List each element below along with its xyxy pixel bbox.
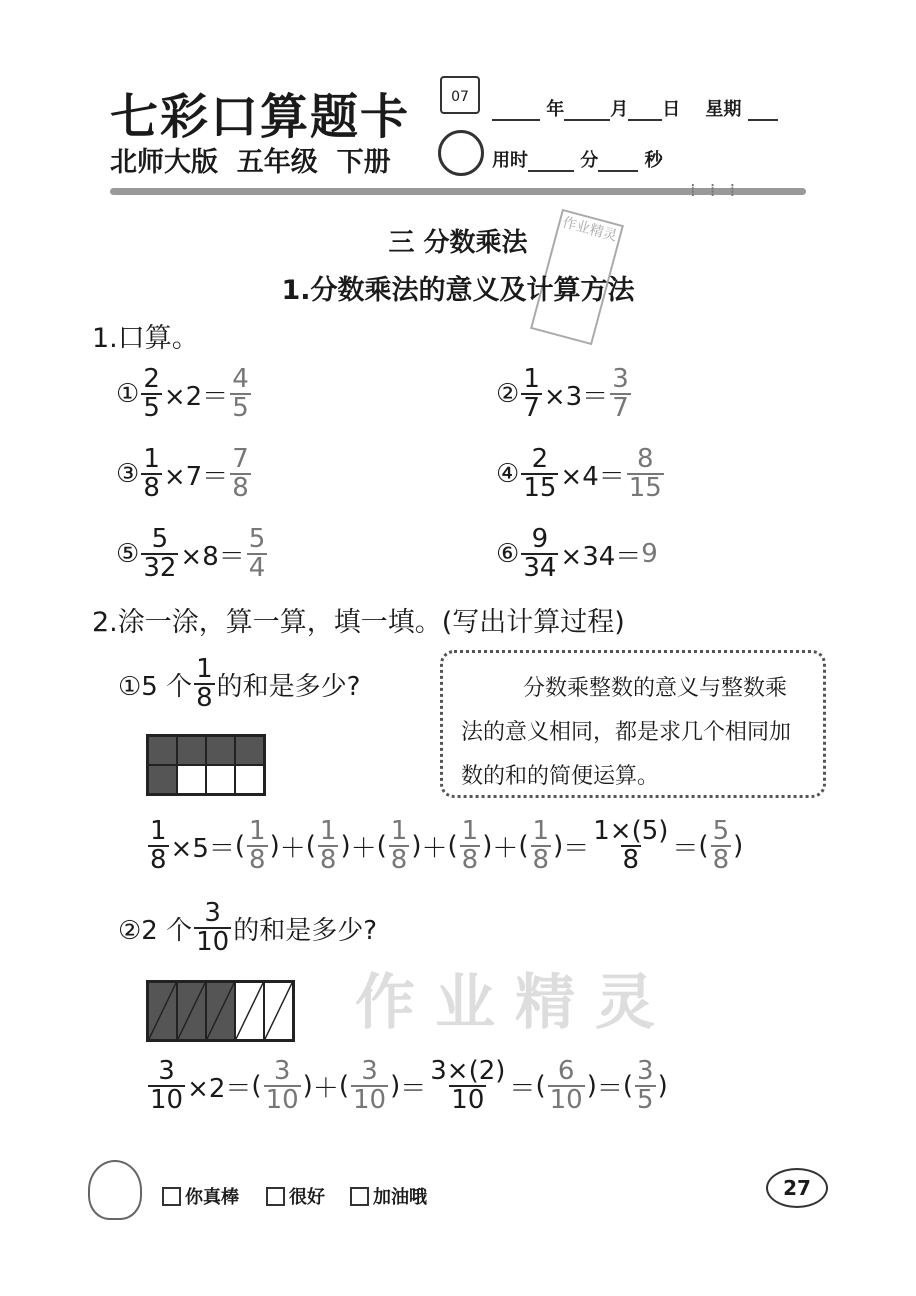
oral-calc-item — [496, 526, 658, 583]
grid-cell[interactable] — [206, 982, 235, 1040]
time-line — [492, 146, 663, 172]
paren-close: ) — [733, 831, 744, 862]
grid-cell[interactable] — [177, 982, 206, 1040]
item-answer[interactable]: 9 — [641, 539, 658, 570]
checkbox-icon[interactable] — [266, 1187, 285, 1206]
plus-sign: ＋ — [421, 833, 448, 864]
part2-fraction: 3 10 — [196, 898, 230, 958]
q2-part1-prompt — [118, 656, 360, 713]
q2-title: 2.涂一涂，算一算，填一填。(写出计算过程) — [92, 607, 625, 638]
day-blank[interactable] — [628, 99, 662, 121]
grid-cell[interactable] — [264, 982, 293, 1040]
fraction-grid-eighths[interactable] — [146, 734, 266, 796]
mascot-icon — [88, 1160, 142, 1220]
watermark-stamp: 作业精灵 — [530, 209, 624, 345]
item-answer[interactable]: 3 7 — [612, 364, 629, 424]
item-answer[interactable]: 8 15 — [628, 444, 662, 504]
item-answer[interactable]: 7 8 — [232, 444, 249, 504]
eq2-result-1[interactable]: 6 10 — [549, 1056, 583, 1116]
grid-cell[interactable] — [177, 765, 206, 794]
date-line — [492, 95, 778, 121]
item-fraction: $\frac{2}{5}$ — [143, 364, 160, 424]
item-fraction: $\frac{1}{7}$ — [523, 364, 540, 424]
eq1-times: ×5＝ — [170, 833, 235, 864]
item-answer[interactable]: 4 5 — [232, 364, 249, 424]
paren-close: ) — [482, 831, 493, 862]
q2-part2-prompt — [118, 900, 377, 957]
eq2-head-fraction: $\frac{3}{10}$ — [150, 1056, 184, 1116]
item-operator: ×7＝ — [163, 461, 229, 492]
paren-open: ( — [447, 831, 458, 862]
item-operator: ×4＝ — [560, 461, 625, 492]
day-label: 日 — [662, 99, 681, 120]
eq2-addend-1[interactable]: 3 10 — [265, 1056, 299, 1116]
item-operator: ×2＝ — [163, 381, 229, 412]
part2-suffix: 的和是多少? — [233, 915, 378, 946]
item-operator: ×34＝ — [560, 541, 642, 572]
oral-calc-item — [496, 366, 633, 423]
item-fraction: $\frac{2}{15}$ — [523, 444, 557, 504]
eq1-equals-2: ＝ — [672, 833, 699, 864]
month-label: 月 — [610, 99, 629, 120]
eq1-addend-answer[interactable]: 1 8 — [390, 816, 408, 876]
eq1-head-fraction: $\frac{1}{8}$ — [150, 816, 167, 876]
grid-cell[interactable] — [148, 982, 177, 1040]
rating-good[interactable]: 很好 — [266, 1183, 325, 1209]
eq2-addend-2[interactable]: 3 10 — [353, 1056, 387, 1116]
item-answer[interactable]: 5 4 — [248, 524, 266, 584]
rule-decoration: ⁞⁞⁞ — [690, 180, 750, 201]
minutes-label: 分 — [580, 150, 599, 171]
item-number: ⑥ — [496, 539, 520, 570]
eq1-addend-answer[interactable]: 1 8 — [461, 816, 479, 876]
eq1-product-fraction: 1×(5) 8 — [593, 816, 669, 876]
calendar-icon — [440, 76, 480, 114]
q2-part1-equation — [146, 818, 743, 875]
plus-sign: ＋ — [350, 833, 377, 864]
rating-keep-going[interactable]: 加油哦 — [350, 1183, 427, 1209]
item-number: ③ — [116, 459, 140, 490]
item-fraction: $\frac{9}{34}$ — [523, 524, 557, 584]
minutes-blank[interactable] — [528, 150, 574, 172]
item-number: ⑤ — [116, 539, 140, 570]
edition-subtitle: 北师大版 五年级 下册 — [110, 147, 391, 178]
item-number: ④ — [496, 459, 520, 490]
grid-cell[interactable] — [206, 765, 235, 794]
paren-open: ( — [376, 831, 387, 862]
eq1-addend-answer[interactable]: 1 8 — [249, 816, 266, 876]
item-operator: ×3＝ — [543, 381, 609, 412]
paren-close: ) — [411, 831, 422, 862]
rating-great[interactable]: 你真棒 — [162, 1183, 239, 1209]
brand-title: 七彩口算题卡 — [110, 89, 411, 145]
grid-cell[interactable] — [235, 982, 264, 1040]
item-number: ② — [496, 379, 520, 410]
oral-calc-item — [116, 366, 253, 423]
seconds-blank[interactable] — [598, 150, 638, 172]
oral-calc-item — [116, 446, 253, 503]
grid-cell[interactable] — [148, 736, 177, 765]
item-operator: ×8＝ — [180, 541, 245, 572]
eq1-addend-answer[interactable]: 1 8 — [532, 816, 550, 876]
plus-sign: ＋ — [279, 833, 306, 864]
calendar-day: 07 — [451, 89, 469, 105]
paren-open: ( — [305, 831, 316, 862]
seconds-label: 秒 — [644, 150, 663, 171]
item-fraction: $\frac{1}{8}$ — [143, 444, 160, 504]
paren-close: ) — [553, 831, 564, 862]
fraction-grid-tenths[interactable] — [146, 980, 295, 1042]
eq1-result-answer[interactable]: 5 8 — [712, 816, 730, 876]
q1-title: 1.口算。 — [92, 323, 199, 354]
oral-calc-item — [496, 446, 666, 503]
item-fraction: $\frac{5}{32}$ — [143, 524, 177, 584]
eq2-result-2[interactable]: 3 5 — [637, 1056, 654, 1116]
part1-prefix: ①5 个 — [118, 671, 193, 702]
paren-close: ) — [269, 831, 280, 862]
weekday-label: 星期 — [705, 99, 742, 120]
month-blank[interactable] — [564, 99, 610, 121]
tip-box: 分数乘整数的意义与整数乘法的意义相同，都是求几个相同加数的和的简便运算。 — [440, 650, 826, 798]
paren-open: ( — [518, 831, 529, 862]
chapter-title: 三 分数乘法 — [388, 228, 528, 258]
item-number: ① — [116, 379, 140, 410]
part1-suffix: 的和是多少? — [216, 671, 361, 702]
oral-calc-item — [116, 526, 269, 583]
eq1-addend-answer[interactable]: 1 8 — [319, 816, 337, 876]
q2-part2-equation: $\frac{3}{10}$ ×2＝ ( 3 10 ) ＋ ( 3 10 ) ＝ 3×(2) 10 ＝ ( 6 10 ) ＝ ( 3 5 ) — [150, 1056, 668, 1116]
page-number: 27 — [766, 1168, 828, 1208]
grid-cell[interactable] — [235, 736, 264, 765]
clock-icon — [438, 130, 484, 176]
section-title: 1.分数乘法的意义及计算方法 — [281, 275, 635, 306]
year-label: 年 — [546, 99, 565, 120]
paren-close: ) — [340, 831, 351, 862]
paren-open: ( — [698, 831, 709, 862]
weekday-blank[interactable] — [748, 99, 778, 121]
eq1-equals: ＝ — [563, 833, 590, 864]
eq2-times: ×2＝ — [187, 1073, 252, 1104]
eq2-product-fraction: 3×(2) 10 — [430, 1056, 506, 1116]
part1-fraction: 1 8 — [196, 654, 213, 714]
checkbox-icon[interactable] — [162, 1187, 181, 1206]
part2-prefix: ②2 个 — [118, 915, 193, 946]
eq1-addends — [235, 818, 563, 875]
grid-cell[interactable] — [148, 765, 177, 794]
grid-cell[interactable] — [206, 736, 235, 765]
paren-open: ( — [234, 831, 246, 862]
plus-sign: ＋ — [492, 833, 519, 864]
grid-cell[interactable] — [177, 736, 206, 765]
year-blank[interactable] — [492, 99, 540, 121]
time-label: 用时 — [492, 150, 528, 171]
watermark-text: 作业精灵 — [355, 968, 675, 1038]
checkbox-icon[interactable] — [350, 1187, 369, 1206]
grid-cell[interactable] — [235, 765, 264, 794]
